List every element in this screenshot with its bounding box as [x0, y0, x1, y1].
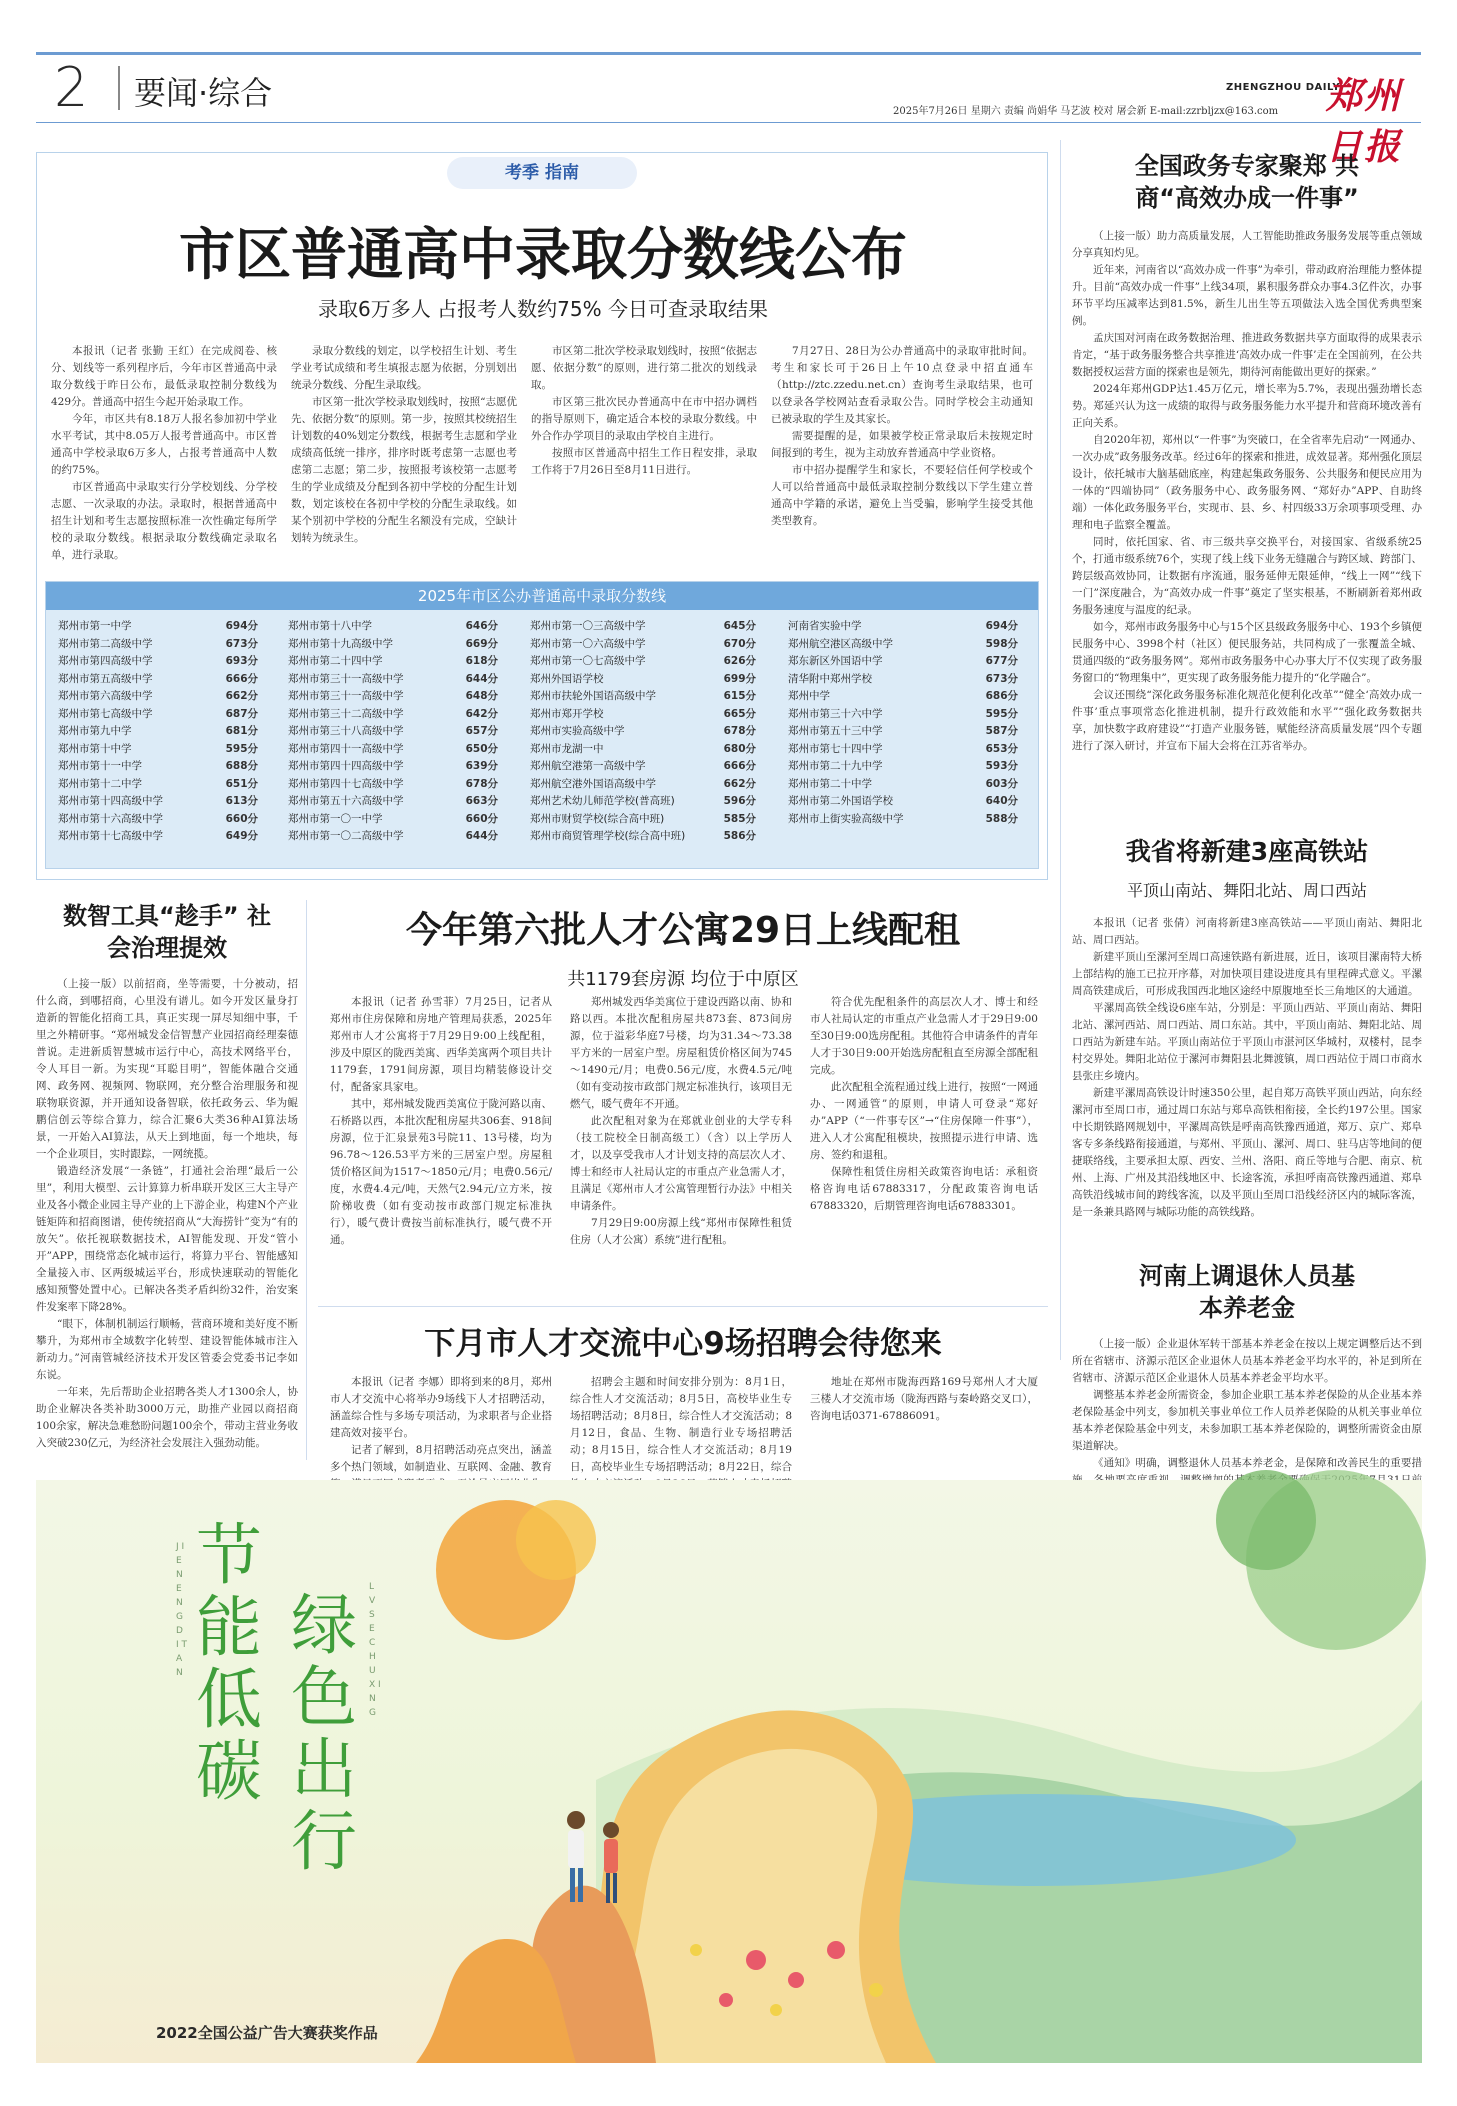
score-column-4 — [788, 618, 1018, 828]
score-row — [530, 776, 756, 794]
lead-col-1: 本报讯（记者 张勤 王红）在完成阅卷、核分、划线等一系列程序后，今年市区普通高中录取分数线于昨日公布，最低录取控制分数线为429分。普通高中招生今起开始录取工作。 今年，市区共有8.18万人报名参加初中学业水平考试，其中8.05万人报考普通高中。市区普通高中学校录取6万多人，占报考普通高中人数的约75%。 市区普通高中录取实行分学校划线、分学校志愿、一次录取的办法。录取时，根据普通高中招生计划和考生志愿按照标准一次性确定每所学校的录取分数线。根据录取分数线确定录取名单，进行录取。 — [51, 345, 277, 561]
score-row — [288, 758, 498, 776]
admission-score: 681分 — [225, 725, 258, 737]
score-row — [288, 741, 498, 759]
railway-article — [1072, 832, 1422, 1232]
score-row — [58, 776, 258, 794]
school-name: 郑州市第十八中学 — [288, 620, 372, 632]
school-name: 郑州市扶轮外国语高级中学 — [530, 690, 656, 702]
score-row — [788, 793, 1018, 811]
lead-subheadline: 录取6万多人 占报考人数约75% 今日可查录取结果 — [318, 297, 768, 321]
railway-headline: 我省将新建3座高铁站 — [1125, 837, 1369, 866]
score-row — [788, 636, 1018, 654]
section-name: 要闻·综合 — [134, 74, 273, 112]
school-name: 郑州市第二十九中学 — [788, 760, 883, 772]
school-name: 郑州市龙湖一中 — [530, 742, 604, 755]
school-name: 郑州市第四十一高级中学 — [288, 742, 404, 755]
ad-caption: 2022全国公益广告大赛获奖作品 — [156, 2024, 378, 2042]
digital-governance-headline: 数智工具“趁手” 社会治理提效 — [63, 902, 271, 962]
school-name: 郑州市第一〇二高级中学 — [288, 830, 404, 842]
school-name: 河南省实验中学 — [788, 620, 862, 632]
score-row — [58, 636, 258, 654]
score-table-title: 2025年市区公办普通高中录取分数线 — [46, 582, 1038, 610]
admission-score: 618分 — [465, 655, 498, 667]
score-row — [788, 811, 1018, 829]
school-name: 郑州市第三十八高级中学 — [288, 725, 404, 737]
ad-pinyin-left: J I E N E N G D I T A N — [176, 1542, 188, 1678]
school-name: 郑州市郑开学校 — [530, 707, 604, 720]
score-row — [288, 636, 498, 654]
job-fair-col-2: 招聘会主题和时间安排分别为：8月1日，综合性人才交流活动；8月5日，高校毕业生专场招聘活动；8月8日，综合性人才交流活动；8月12日，食品、生物、制造行业专场招聘活动；8月15日，综合性人才交流活动；8月19日，高校毕业生专场招聘活动；8月22日，综合 — [570, 1376, 792, 1473]
lead-col-4: 7月27日、28日为公办普通高中的录取审批时间。考生和家长可于26日上午10点登录中招直通车（http://ztc.zzedu.net.cn）查询考生录取结果，也可以登录各学校网站查看录取公告。同时学校会主动通知已被录取的学生及其家长。 需要提醒的是，如果被学校正常录取后未按规定时间报到的考生，视为主动放弃普通高中学业资格。 市中招办提醒学生和家长，不要轻信任何学校或个人可以给普通高中最低录取控制分数线以下学生建立普通高中学籍的承诺，避免上当受骗，影响学生接受其他类型教育。 — [771, 345, 1033, 527]
school-name: 郑州市第六高级中学 — [58, 690, 153, 702]
admission-score: 687分 — [225, 707, 258, 720]
lead-headline: 市区普通高中录取分数线公布 — [179, 223, 907, 288]
school-name: 郑州市第四十七高级中学 — [288, 777, 404, 790]
score-column-2 — [288, 618, 498, 846]
ad-slogan-left: 节能低碳 — [196, 1517, 262, 1810]
admission-score: 662分 — [225, 690, 258, 702]
score-row — [788, 671, 1018, 689]
score-row — [58, 688, 258, 706]
score-row — [788, 688, 1018, 706]
school-name: 郑州市第二十中学 — [788, 777, 872, 790]
admission-score: 586分 — [723, 830, 756, 842]
score-row — [288, 653, 498, 671]
admission-score: 678分 — [723, 725, 756, 737]
lead-article — [36, 152, 1048, 880]
score-row — [530, 636, 756, 654]
talent-apartment-headline: 今年第六批人才公寓29日上线配租 — [405, 910, 961, 951]
masthead — [36, 52, 1421, 168]
admission-score: 596分 — [723, 795, 756, 807]
admission-score: 595分 — [985, 707, 1018, 720]
school-name: 郑州市第五十三中学 — [788, 725, 883, 737]
score-row — [788, 706, 1018, 724]
score-row — [288, 776, 498, 794]
admission-score: 699分 — [723, 672, 756, 685]
school-name: 清华附中郑州学校 — [788, 672, 872, 685]
score-row — [58, 653, 258, 671]
exam-guide-badge — [447, 157, 637, 189]
admission-score: 662分 — [723, 777, 756, 790]
school-name: 郑州市第一〇六高级中学 — [530, 637, 646, 650]
score-row — [530, 688, 756, 706]
admission-score: 595分 — [225, 742, 258, 755]
admission-score: 649分 — [225, 830, 258, 842]
lead-col-3: 市区第二批次学校录取划线时，按照“依据志愿、依据分数”的原则，进行第二批次的划线录取。 市区第三批次民办普通高中在市中招办调档的指导原则下，确定适合本校的录取分数线。中外合作办学项目的录取由学校自主进行。 按照市区普通高中招生工作日程安排，录取工作将于7月26日至8月11日进行。 — [531, 345, 757, 476]
score-row — [788, 723, 1018, 741]
score-row — [788, 653, 1018, 671]
pension-headline: 河南上调退休人员基本养老金 — [1139, 1262, 1355, 1322]
school-name: 郑州市第四高级中学 — [58, 655, 153, 667]
school-name: 郑州市实验高级中学 — [530, 725, 625, 737]
admission-score: 670分 — [723, 637, 756, 650]
score-row — [530, 758, 756, 776]
admission-score: 686分 — [985, 690, 1018, 702]
school-name: 郑州市第一〇一中学 — [288, 812, 383, 825]
admission-score: 598分 — [985, 637, 1018, 650]
school-name: 郑州市第九中学 — [58, 725, 132, 737]
admission-score: 673分 — [985, 672, 1018, 685]
score-row — [788, 741, 1018, 759]
score-row — [530, 653, 756, 671]
school-name: 郑州市财贸学校(综合高中班) — [530, 812, 665, 825]
admission-score: 626分 — [723, 655, 756, 667]
policy-headline: 全国政务专家聚郑 共商“高效办成一件事” — [1134, 152, 1360, 212]
score-row — [530, 723, 756, 741]
school-name: 郑州市第三十一高级中学 — [288, 672, 404, 685]
public-service-ad — [36, 1480, 1422, 2063]
score-table — [45, 581, 1039, 869]
ad-slogan-right: 绿色出行 — [291, 1587, 357, 1880]
admission-score: 657分 — [465, 725, 498, 737]
admission-score: 693分 — [225, 655, 258, 667]
talent-col-3: 符合优先配租条件的高层次人才、博士和经市人社局认定的市重点产业急需人才于29日9:00至30日9:00选房配租。其他符合申请条件的青年人才于30日9:00开始选房配租直至房源全部配租完成。 此次配租全流程通过线上进行，按照“一网通办、一网通管”的原则，申请人可登录“郑好办”APP（“一件事专区”→“住房保障一件事”），进入人才公寓配租模块，按照提示进行申请、选房、签约和退租。 保障性租赁住房相关政策咨询电话：承租资格咨询电话67883317，分配政策咨询电话67883320，后期管理咨询电话67883301。 — [810, 996, 1038, 1212]
score-row — [288, 706, 498, 724]
score-row — [788, 758, 1018, 776]
school-name: 郑州市第十四高级中学 — [58, 795, 163, 807]
digital-governance-body: （上接一版）以前招商，坐等需要，十分被动，招什么商，到哪招商，心里没有谱儿。如今开发区量身打造新的智能化招商工具，真正实现一屏尽知细中事，千里之外精研事。“郑州城发金信智慧产业园招商经理秦德普说。走进新质智慧城市运行中心，高技术网络平台，令人耳目一新。为实现“耳聪目明”，智能体融合交通网、政务网、视频网、物联网，充分整合治理服务和视联物联资源，并开通知设备智联，依托政务云、华为鲲鹏信创云等综合算力，综合汇聚6大类36种AI算法场景，一开始入AI算法，从天上到地面，每一个地块，每一个企业项目，实时跟踪，一网统揽。 锻造经济发展“一条链”，打通社会治理“最后一公里”，利用大模型、云计算算力析串联开发区三大主导产业及各小微企业园主导产业的上下游企业，构建N个产业链矩阵和招商图谱，使传统招商从“大海捞针”变为“有的放矢”。依托视联数据技术，AI智能发现、开发“管小开”APP，围绕常态化城市运行，将算力平台、智能感知全量接入市、区两级城运平台，形成快速联动的智能化感知预警处置中心。已解决各类矛盾纠纷32件，治安案件发案率下降28%。 “眼下，体制机制运行顺畅，营商环境和美好度不断攀升，为郑州市全域数字化转型、建设智能体城市注入新动力。”河南管城经济技术开发区管委会党委书记李如东说。 一年来，先后帮助企业招聘各类人才1300余人，协助企业解决各类补助3000万元，助推产业园以商招商100余家，解决急难愁盼问题100余个，带动主营业务收入突破230亿元，为经济社会发展注入强劲动能。 — [36, 978, 298, 1449]
score-row — [530, 618, 756, 636]
school-name: 郑州中学 — [788, 690, 830, 702]
school-name: 郑州市第十六高级中学 — [58, 812, 163, 825]
talent-col-2: 郑州城发西华美寓位于建设西路以南、协和路以西。本批次配租房屋共873套、873间房源，位于溢彩华庭7号楼，均为31.34～73.38平方米的一居室户型。房屋租赁价格区间为745～1490元/月；电费0.56元/度，水费4.5元/吨（如有变动按市政部门规定标准执行，该项目无燃气，暖气费年不开通。 此次配租对象为在郑就业创业的大学专科（技工院校全日制高级工）（含）以上学历人才，以及享受我市人才计划支持的高层次人才、博士和经市人社局认定的市重点产业急需人才，且满足《郑州市人才公寓管理暂行办法》中相关申请条件。 7月29日9:00房源上线“郑州市保障性租赁住房（人才公寓）系统”进行配租。 — [570, 996, 792, 1246]
admission-score: 651分 — [225, 777, 258, 790]
school-name: 郑州外国语学校 — [530, 672, 604, 685]
school-name: 郑州市第七高级中学 — [58, 707, 153, 720]
issue-date-line: 2025年7月26日 星期六 责编 尚娟华 马艺波 校对 屠会新 E-mail:zzrbljzx@163.com — [893, 106, 1279, 117]
admission-score: 694分 — [225, 620, 258, 632]
score-row — [530, 671, 756, 689]
admission-score: 646分 — [465, 620, 498, 632]
score-column-1 — [58, 618, 258, 846]
school-name: 郑州市第十一中学 — [58, 760, 142, 772]
admission-score: 669分 — [465, 637, 498, 650]
admission-score: 677分 — [985, 655, 1018, 667]
admission-score: 642分 — [465, 707, 498, 720]
talent-apartment-article — [318, 902, 1048, 1302]
school-name: 郑州市第一中学 — [58, 620, 132, 632]
school-name: 郑州市第十中学 — [58, 742, 132, 755]
admission-score: 650分 — [465, 742, 498, 755]
score-row — [58, 828, 258, 846]
admission-score: 688分 — [225, 760, 258, 772]
score-row — [288, 828, 498, 846]
school-name: 郑州市上街实验高级中学 — [788, 812, 904, 825]
pension-body: （上接一版）企业退休军转干部基本养老金在按以上规定调整后达不到所在省辖市、济源示范区企业退休人员基本养老金平均水平的，补足到所在省辖市、济源示范区企业退休人员基本养老金平均水平。 调整基本养老金所需资金，参加企业职工基本养老保险的从企业基本养老保险基金中列支，参加机关事业单位工作人员养老保险的从机关事业单位基本养老保险基金中列支，未参加职工基本养老保险的，调整所需资金由原渠道解决。 《通知》明确，调整退休人员基本养老金，是保障和改善民生的重要措 — [1072, 1338, 1422, 1469]
score-row — [58, 758, 258, 776]
school-name: 郑州市第二外国语学校 — [788, 795, 893, 807]
policy-body: （上接一版）助力高质量发展，人工智能助推政务服务发展等重点领域分享真知灼见。 近年来，河南省以“高效办成一件事”为牵引，带动政府治理能力整体提升。目前“高效办成一件事”上线34项，累积服务群众办事4.3亿件次，办事环节平均压减率达到81.5%，新生儿出生等五项做法入选全国优秀典型案例。 孟庆国对河南在政务数据治理、推进政务数据共享方面取得的成果表示肯定，“基于政务服务整合共享推进‘高效办成一件事’走在全国前列，在公共数据授权运营方面的探索也是领先，期待河南能做出更好的探索。” 2024年郑州GDP达1.45万亿元，增长率为5.7%，表现出强劲增长态势。郑延兴认为这一成绩的取得与政务服务能力水平提升和营商环境改善有正向关系。 自2020年初，郑州以“一件事”为突破口，在全省率先启动“一网通办、一次办成”政务服务改革。经过6年的探索和推进，成效显著。郑州强化顶层设计，依托城市大脑基础底座，构建起集政务服务、公共服务和便民应用为一体的“四端协同”（政务服务中心、政务服务网、“郑好办”APP、自助终端）一体化政务服务平台，实现市、县、乡、村四级33万余项事项受理、办理和电子监察全覆盖。 同时，依托国家、省、市三级共享交换平台，对接国家、省级系统25个，打通市级系统76个，实现了线上线下业务无缝融合与跨区域、跨部门、跨层级高效协同，让数据有序流通，服务延伸无限延伸，“线上一网”“线下一门”深度融合，为“高效办成一件事”奠定了坚实根基，不断刷新着郑州政务服务速度与温度的纪录。 如今，郑州市政务服务中心与15个区县级政务服务中心、193个乡镇便民服务中心、3998个村（社区）便民服务站，共同构成了一张覆盖全城、贯通四级的“政务服务网”。郑州市政务服务中心办事大厅不仅实现了政务服务窗口的“物理集中”，更实现了政务服务能力提升的“化学融合”。 会议还围绕“深化政务服务标准化规范化便利化改革”“健全‘高效办成一件事’重点事项常态化推进机制，提升行政效能和水平”“强化政务数据共享，加快数字政府建设”“打造产业服务链，赋能经济高质量发展”四个专题进行了深入研讨，并宣布下届大会将在江苏省举办。 — [1072, 230, 1422, 752]
ad-pinyin-right: L V S E C H U X I N G — [369, 1582, 381, 1718]
admission-score: 613分 — [225, 795, 258, 807]
school-name: 郑州市第二十四中学 — [288, 655, 383, 667]
admission-score: 673分 — [225, 637, 258, 650]
score-row — [58, 811, 258, 829]
school-name: 郑东新区外国语中学 — [788, 655, 883, 667]
school-name: 郑州艺术幼儿师范学校(普高班) — [530, 795, 675, 807]
admission-score: 644分 — [465, 830, 498, 842]
talent-col-1: 本报讯（记者 孙雪菲）7月25日，记者从郑州市住房保障和房地产管理局获悉，2025年郑州市人才公寓将于7月29日9:00上线配租，涉及中原区的陇西美寓、西华美寓两个项目共计1179套，1791间房源，项目均精装修设计交付，配备家具家电。 其中，郑州城发陇西美寓位于陇河路以南、石桥路以西，本批次配租房屋共306套、918间房源，位于汇泉景苑3号院11、13号楼，均为96.78～126.53平方米的三居室户型。房屋租赁价格区间为1517～1850元/月；电费0.56元/度，水费4.4元/吨，天然气2.94元/立方米，按阶梯收费（如有变动按市政部门规定标准执行），暖气费计费按当前标准执行，暖气费不开通。 — [330, 996, 552, 1246]
page-number: 2 — [54, 56, 89, 119]
school-name: 郑州市第三十六中学 — [788, 707, 883, 720]
talent-apartment-subheadline: 共1179套房源 均位于中原区 — [567, 969, 799, 990]
score-row — [288, 793, 498, 811]
school-name: 郑州航空港第一高级中学 — [530, 760, 646, 772]
admission-score: 585分 — [723, 812, 756, 825]
score-row — [288, 723, 498, 741]
admission-score: 587分 — [985, 725, 1018, 737]
admission-score: 653分 — [985, 742, 1018, 755]
admission-score: 678分 — [465, 777, 498, 790]
score-row — [788, 776, 1018, 794]
pension-article — [1072, 1260, 1422, 1469]
score-row — [58, 706, 258, 724]
school-name: 郑州市第七十四中学 — [788, 742, 883, 755]
admission-score: 648分 — [465, 690, 498, 702]
digital-governance-article — [36, 900, 298, 1450]
school-name: 郑州市第十二中学 — [58, 777, 142, 790]
job-fair-headline: 下月市人才交流中心9场招聘会待您来 — [424, 1326, 942, 1362]
brand-logo: 郑州日报 — [1326, 75, 1403, 168]
score-row — [530, 741, 756, 759]
admission-score: 615分 — [723, 690, 756, 702]
admission-score: 645分 — [723, 620, 756, 632]
score-row — [58, 793, 258, 811]
job-fair-col-3: 地址在郑州市陇海西路169号郑州人才大厦三楼人才交流市场（陇海西路与秦岭路交叉口），咨询电话0371-67886091。 — [810, 1376, 1038, 1422]
admission-score: 663分 — [465, 795, 498, 807]
admission-score: 644分 — [465, 672, 498, 685]
score-row — [288, 688, 498, 706]
brand-english: ZHENGZHOU DAILY — [1226, 82, 1341, 93]
admission-score: 666分 — [723, 760, 756, 772]
job-fair-col-1: 本报讯（记者 李娜）即将到来的8月，郑州市人才交流中心将举办9场线下人才招聘活动，涵盖综合性与多场专项活动，为求职者与企业搭建高效对接平台。 记者了解到，8月招聘活动亮点突出，涵盖多个热门领域，如制造业、互联网、金融、教育 — [330, 1376, 552, 1473]
score-row — [58, 618, 258, 636]
railway-body: 本报讯（记者 张倩）河南将新建3座高铁站——平顶山南站、舞阳北站、周口西站。 新建平顶山至漯河至周口高速铁路有新进展，近日，该项目漯南特大桥上部结构的施工已拉开序幕，对加快项目建设进度具有里程碑式意义。平漯周高铁建成后，可形成我国西北地区途经中原腹地至长三角地区的大通道。 平漯周高铁全线设6座车站，分别是：平顶山西站、平顶山南站、舞阳北站、漯河西站、周口西站、周口东站。其中，平顶山南站、舞阳北站、周口西站为新建车站。平顶山南站位于平顶山市湛河区华城村，双楼村，昆李村交界处。舞阳北站位于漯河市舞阳县北舞渡镇，周口西站位于周口市商水县张庄乡境内。 新建平漯周高铁设计时速350公里，起自郑万高铁平顶山西站，向东经漯河市至周口市，通过周口东站与郑阜高铁相衔接，全长约197公里。国家中长期铁路网规划中，平漯周高铁是呼南高铁豫西通道，郑万、京广、郑阜客专多条线路衔接通道，与郑州、平顶山、漯河、周口、驻马店等地间的便捷联络线，主要承担太原、西安、兰州、洛阳、商丘等地与合肥、南京、杭州、上海、广州及其沿线地区中、长途客流，承担呼南高铁豫西通道、郑阜高铁沿线城市间的跨线客流，以及平顶山至周口沿线经济区内的城际客流，是一条兼具路网与城际功能的高铁线路。 — [1072, 917, 1422, 1218]
admission-score: 665分 — [723, 707, 756, 720]
score-row — [530, 811, 756, 829]
score-row — [288, 618, 498, 636]
job-fair-article — [318, 1318, 1048, 1473]
school-name: 郑州市第三十一高级中学 — [288, 690, 404, 702]
score-row — [58, 723, 258, 741]
school-name: 郑州市第十七高级中学 — [58, 830, 163, 842]
school-name: 郑州航空港外国语高级中学 — [530, 777, 656, 790]
score-column-3 — [530, 618, 756, 846]
admission-score: 603分 — [985, 777, 1018, 790]
school-name: 郑州市第二高级中学 — [58, 637, 153, 650]
score-row — [788, 618, 1018, 636]
score-row — [530, 706, 756, 724]
admission-score: 660分 — [225, 812, 258, 825]
school-name: 郑州市第四十四高级中学 — [288, 760, 404, 772]
score-row — [288, 671, 498, 689]
score-row — [288, 811, 498, 829]
admission-score: 639分 — [465, 760, 498, 772]
school-name: 郑州市第十九高级中学 — [288, 637, 393, 650]
admission-score: 680分 — [723, 742, 756, 755]
school-name: 郑州市第五高级中学 — [58, 672, 153, 685]
admission-score: 593分 — [985, 760, 1018, 772]
admission-score: 660分 — [465, 812, 498, 825]
admission-score: 666分 — [225, 672, 258, 685]
score-row — [58, 671, 258, 689]
admission-score: 588分 — [985, 812, 1018, 825]
score-row — [530, 793, 756, 811]
school-name: 郑州市第一〇七高级中学 — [530, 655, 646, 667]
school-name: 郑州市第三十二高级中学 — [288, 707, 404, 720]
school-name: 郑州市商贸管理学校(综合高中班) — [530, 830, 686, 842]
school-name: 郑州市第一〇三高级中学 — [530, 620, 646, 632]
policy-article — [1072, 150, 1422, 810]
school-name: 郑州市第五十六高级中学 — [288, 795, 404, 807]
school-name: 郑州航空港区高级中学 — [788, 637, 893, 650]
score-row — [530, 828, 756, 846]
admission-score: 694分 — [985, 620, 1018, 632]
lead-col-2: 录取分数线的划定，以学校招生计划、考生学业考试成绩和考生填报志愿为依据，分别划出统录分数线、分配生录取线。 市区第一批次学校录取划线时，按照“志愿优先、依据分数”的原则。第一步，按照其校统招生计划数的40%划定分数线，根据考生志愿和学业成绩高低统一排序，排序时既考虑第一志愿也考虑第二志愿；第二步，按照报考该校第一志愿考生的学业成绩及分配到各初中学校的分配生计划数，划定该校在各初中学校的分配生录取线。如某个别初中学校的分配生名额没有完成，空缺计划转为统录生。 — [291, 345, 517, 544]
railway-subheadline: 平顶山南站、舞阳北站、周口西站 — [1126, 881, 1367, 900]
admission-score: 640分 — [985, 795, 1018, 807]
exam-guide-label: 考季 指南 — [505, 163, 579, 183]
score-row — [58, 741, 258, 759]
